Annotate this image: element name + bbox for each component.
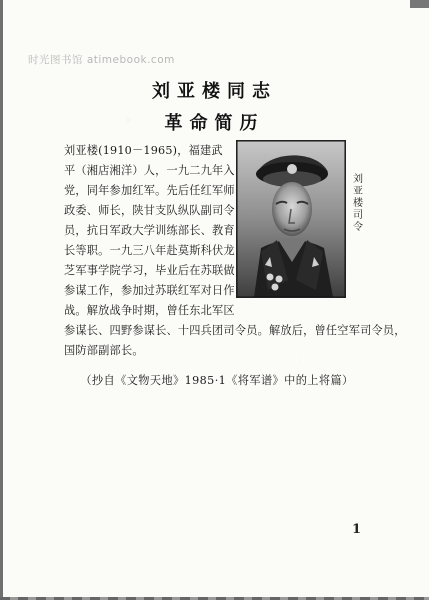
document-title: 刘亚楼同志 [152, 81, 277, 102]
document-subtitle: 革命简历 [164, 113, 265, 134]
biography-line: 平（湘店湘洋）人，一九二九年入 [64, 164, 235, 177]
top-right-scan-mark [410, 0, 429, 8]
biography-line: 长等职。一九三八年赴莫斯科伏龙 [64, 244, 235, 257]
biography-line: 国防部副部长。 [64, 344, 144, 357]
biography-line: 参谋工作，参加过苏联红军对日作 [64, 284, 235, 297]
biography-line: 党，同年参加红军。先后任红军师 [64, 184, 235, 197]
photo-caption-character: 司 [353, 210, 363, 221]
biography-text-full-width [64, 301, 406, 361]
photo-caption-text [352, 174, 364, 234]
photo-caption [352, 174, 364, 234]
biography-line: 参谋长、四野参谋长、十四兵团司令员。解放后，曾任空军司令员， [64, 324, 406, 337]
photo-caption-character: 刘 [353, 174, 363, 185]
watermark-text: 时光图书馆 atimebook.com [28, 54, 175, 66]
biography-line: 芝军事学院学习，毕业后在苏联做 [64, 264, 235, 277]
portrait-photo [236, 140, 346, 298]
biography-line: 战。解放战争时期，曾任东北军区 [64, 304, 235, 317]
photo-caption-character: 楼 [353, 198, 363, 209]
biography-line: 刘亚楼(1910－1965)，福建武 [64, 144, 223, 157]
biography-line: 员，抗日军政大学训练部长、教育 [64, 224, 235, 237]
portrait-image [237, 141, 345, 297]
biography-line: 政委、师长，陕甘支队纵队副司令 [64, 204, 235, 217]
page-number: 1 [352, 522, 362, 537]
source-note: （抄自《文物天地》1985·1《将军谱》中的上将篇） [80, 374, 354, 387]
photo-caption-character: 亚 [353, 186, 363, 197]
biography-text-left [64, 141, 234, 301]
photo-caption-character: 令 [353, 222, 363, 233]
